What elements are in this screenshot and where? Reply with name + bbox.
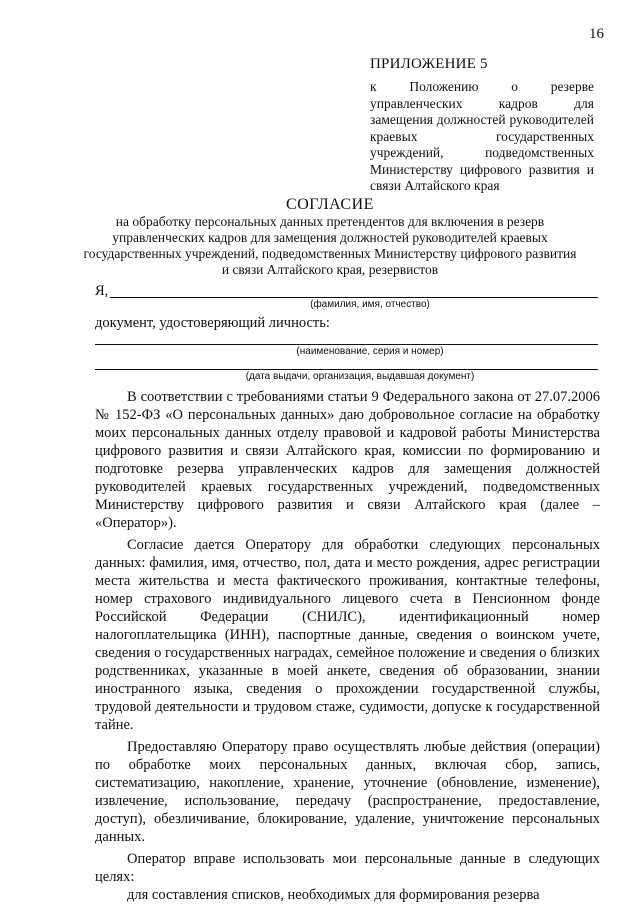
name-field-line[interactable]: [110, 297, 598, 298]
document-heading: [80, 196, 580, 278]
document-label: документ, удостоверяющий личность:: [95, 315, 330, 331]
document-field-line[interactable]: [95, 344, 598, 345]
document-subtitle: на обработку персональных данных претендентов для включения в резерв управленческих кадров для замещения должностей руководителей краевых государственных учреждений, подведомственных Министерству цифрового развития и связи Алтайского края, резервистов: [83, 214, 577, 277]
document-title: СОГЛАСИЕ: [286, 196, 374, 213]
paragraph-data-list: Согласие дается Оператору для обработки следующих персональных данных: фамилия, имя, отчество, пол, дата и место рождения, адрес регистрации места жительства и места фактического проживания, контактные телефоны, номер страхового индивидуального лицевого счета в Пенсионном фонде Российской Федерации (СНИЛС), идентификационный номер налогоплательщика (ИНН), паспортные данные, сведения о воинском учете, сведения о государственных наградах, семейное положение и сведения о близких родственниках, указанные в моей анкете, сведения об образовании, знании иностранного языка, сведения о прохождении государственной службы, трудовой деятельности и трудовом стаже, судимости, допуске к государственной тайне.: [95, 537, 600, 733]
page-number: 16: [589, 26, 604, 42]
paragraph-legal-basis: В соответствии с требованиями статьи 9 Федерального закона от 27.07.2006 № 152-ФЗ «О персональных данных» даю добровольное согласие на обработку моих персональных данных отделу правовой и кадровой работы Министерства цифрового развития и связи Алтайского края, комиссии по формированию и подготовке резерва управленческих кадров для замещения должностей руководителей краевых государственных учреждений, подведомственных Министерству цифрового развития и связи Алтайского края (далее – «Оператор»).: [95, 389, 600, 531]
i-label: Я,: [95, 283, 109, 299]
paragraph-actions: Предоставляю Оператору право осуществлять любые действия (операции) по обработке моих персональных данных, включая сбор, запись, систематизацию, накопление, хранение, уточнение (обновление, изменение), извлечение, использование, передачу (распространение, предоставление, доступ), обезличивание, блокирование, удаление, уничтожение персональных данных.: [95, 739, 600, 845]
paragraph-purposes: Оператор вправе использовать мои персональные данные в следующих целях:: [95, 851, 600, 885]
appendix-title: ПРИЛОЖЕНИЕ 5: [370, 56, 488, 72]
document-caption: (наименование, серия и номер): [296, 346, 444, 357]
consent-body: [95, 388, 600, 904]
appendix-text: к Положению о резерве управленческих кадров для замещения должностей руководителей краевых государственных учреждений, подведомственных Министерству цифрового развития и связи Алтайского края: [370, 79, 594, 193]
issue-caption: (дата выдачи, организация, выдавшая документ): [245, 371, 475, 382]
name-caption: (фамилия, имя, отчество): [310, 299, 430, 310]
paragraph-purpose-item: для составления списков, необходимых для формирования резерва: [127, 887, 540, 903]
appendix-block: [370, 56, 594, 195]
issue-field-line[interactable]: [95, 369, 598, 370]
